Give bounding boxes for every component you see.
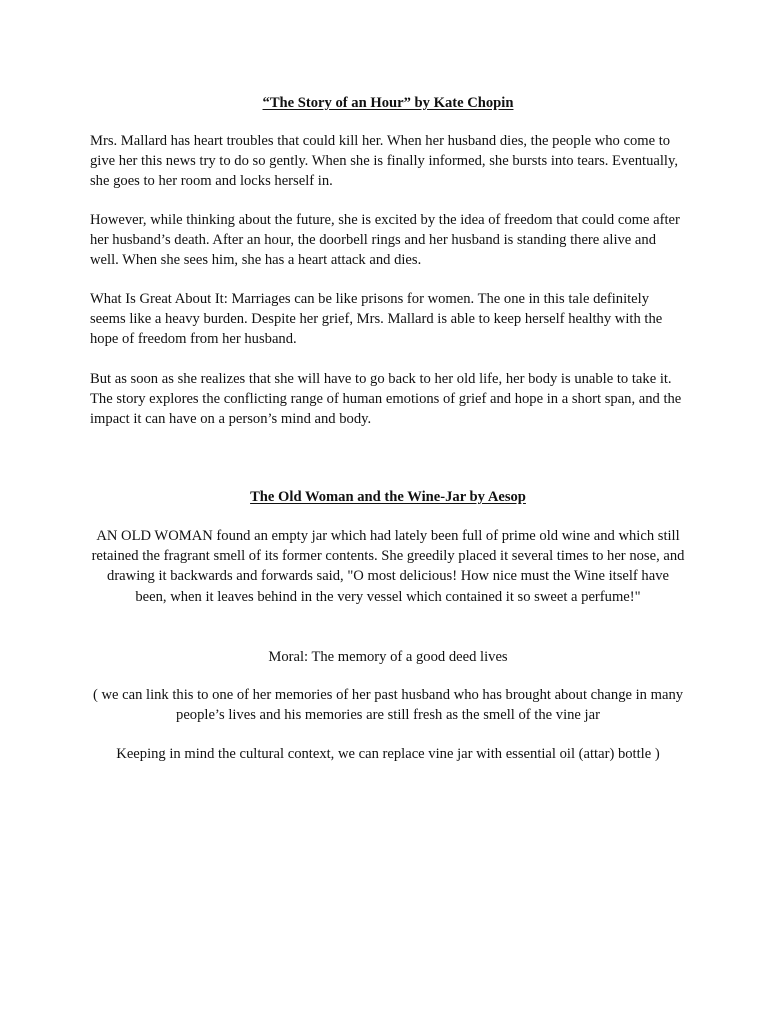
story-of-an-hour-title: “The Story of an Hour” by Kate Chopin bbox=[262, 95, 514, 111]
old-woman-wine-jar-title: The Old Woman and the Wine-Jar by Aesop bbox=[250, 489, 526, 505]
story-of-an-hour-paragraph-4: But as soon as she realizes that she will have to go back to her old life, her body is unable to take it. The story explores the conflicting range of human emotions of grief and hope in a short span, and the impact it can have on a person’s mind and body. bbox=[90, 371, 682, 428]
husband-memory-note: ( we can link this to one of her memories of her past husband who has brought about change in many people’s lives and his memories are still fresh as the smell of the vine jar bbox=[92, 687, 684, 724]
story-of-an-hour-paragraph-2: However, while thinking about the future, she is excited by the idea of freedom that could come after her husband’s death. After an hour, the doorbell rings and her husband is standing there alive and well. When she sees him, she has a heart attack and dies. bbox=[90, 212, 680, 269]
cultural-context-note: Keeping in mind the cultural context, we can replace vine jar with essential oil (attar) bottle ) bbox=[116, 746, 660, 762]
story-of-an-hour-paragraph-3: What Is Great About It: Marriages can be like prisons for women. The one in this tale definitely seems like a heavy burden. Despite her grief, Mrs. Mallard is able to keep herself healthy with the hope of freedom from her husband. bbox=[90, 291, 663, 348]
story-of-an-hour-paragraph-1: Mrs. Mallard has heart troubles that could kill her. When her husband dies, the people who come to give her this news try to do so gently. When she is finally informed, she bursts into tears. Eventually, she goes to her room and locks herself in. bbox=[90, 133, 678, 190]
old-woman-wine-jar-story: AN OLD WOMAN found an empty jar which had lately been full of prime old wine and which still retained the fragrant smell of its former contents. She greedily placed it several times to her nose, and drawing it backwards and forwards said, "O most delicious! How nice must the Wine itself have been, when it leaves behind in the very vessel which contained it so sweet a perfume!" bbox=[91, 528, 685, 605]
moral-line: Moral: The memory of a good deed lives bbox=[268, 649, 508, 665]
